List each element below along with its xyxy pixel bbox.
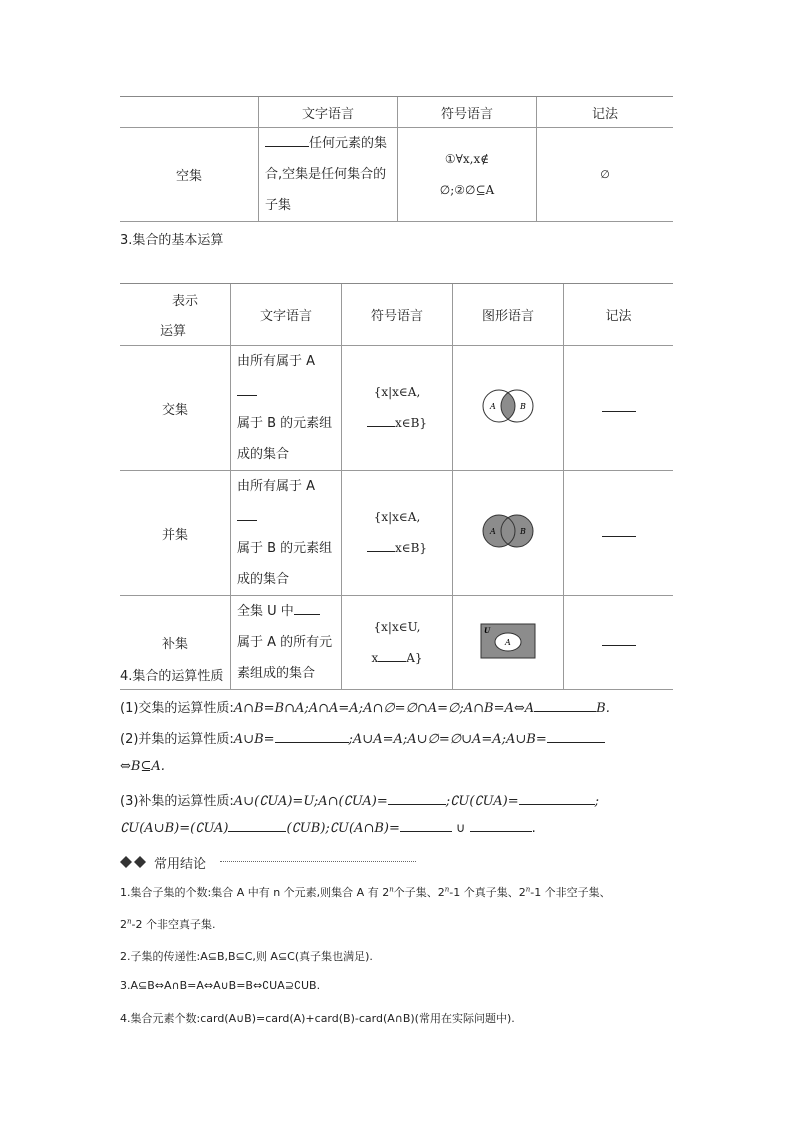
row-symbol: {x|x∈A, x∈B} <box>342 471 453 596</box>
conclusion-3: 3.A⊆B⇔A∩B=A⇔A∪B=B⇔∁UA⊇∁UB. <box>120 979 321 992</box>
venn-label-a: A <box>490 527 496 536</box>
property-complement-line2: ∁U(A∪B)=(∁UA) (∁UB);∁U(A∩B)= ∪ . <box>120 821 536 836</box>
table1-header-notation: 记法 <box>537 97 674 128</box>
table2-corner: 表示 运算 <box>120 284 231 346</box>
row-text: 由所有属于 A 属于 B 的元素组 成的集合 <box>231 471 342 596</box>
venn-label-a: A <box>490 402 496 411</box>
conclusion-1: 1.集合子集的个数:集合 A 中有 n 个元素,则集合 A 有 2$^n$个子集、2$^n$-1 个真子集、2$^n$-1 个非空子集、 <box>120 885 611 899</box>
table2-header-symbol: 符号语言 <box>342 284 453 346</box>
complement-label-a: A <box>505 637 511 647</box>
table1-row-notation: ∅ <box>537 128 674 222</box>
conclusion-title: 常用结论 <box>154 857 207 872</box>
row-text: 全集 U 中 属于 A 的所有元 素组成的集合 <box>231 596 342 690</box>
table1-header-symbol: 符号语言 <box>398 97 537 128</box>
venn-union-icon <box>478 511 538 551</box>
row-notation-blank <box>564 346 674 471</box>
section3-title: 3.集合的基本运算 <box>120 233 224 248</box>
venn-intersection-diagram <box>453 346 564 471</box>
complement-diagram <box>453 596 564 690</box>
empty-set-table <box>120 96 673 222</box>
table1-row-symbol: ①∀x,x∉ ∅;②∅⊆A <box>398 128 537 222</box>
row-notation-blank <box>564 471 674 596</box>
conclusion-2: 2.子集的传递性:A⊆B,B⊆C,则 A⊆C(真子集也满足). <box>120 950 373 963</box>
row-symbol: {x|x∈A, x∈B} <box>342 346 453 471</box>
table2-header-text: 文字语言 <box>231 284 342 346</box>
venn-union-diagram <box>453 471 564 596</box>
conclusion-4: 4.集合元素个数:card(A∪B)=card(A)+card(B)-card(A∩B)(常用在实际问题中). <box>120 1012 515 1025</box>
table2-header-notation: 记法 <box>564 284 674 346</box>
complement-label-u: U <box>484 625 491 635</box>
row-name: 交集 <box>120 346 231 471</box>
table1-row-text: 任何元素的集 合,空集是任何集合的 子集 <box>259 128 398 222</box>
row-name: 补集 <box>120 596 231 690</box>
row-intersection <box>120 346 673 471</box>
diamond-bullet-icon <box>120 856 148 868</box>
conclusion-1-line2: 2$^n$-2 个非空真子集. <box>120 917 216 931</box>
table1-row-name: 空集 <box>120 128 259 222</box>
conclusion-header <box>120 853 420 871</box>
operations-table <box>120 283 673 690</box>
row-union <box>120 471 673 596</box>
section4-title: 4.集合的运算性质 <box>120 669 224 684</box>
complement-icon <box>480 623 536 659</box>
property-union-line2: ⇔B⊆A. <box>120 759 165 774</box>
table1-corner <box>120 97 259 128</box>
row-notation-blank <box>564 596 674 690</box>
conclusion-divider <box>220 861 416 862</box>
venn-label-b: B <box>520 527 526 536</box>
row-text: 由所有属于 A 属于 B 的元素组 成的集合 <box>231 346 342 471</box>
venn-intersection-icon <box>478 386 538 426</box>
table1-header-text: 文字语言 <box>259 97 398 128</box>
venn-label-b: B <box>520 402 526 411</box>
property-complement: (3)补集的运算性质:A∪(∁UA)=U;A∩(∁UA)= ;∁U(∁UA)= ; <box>120 794 599 809</box>
property-intersection: (1)交集的运算性质:A∩B=B∩A;A∩A=A;A∩∅=∅∩A=∅;A∩B=A⇔A B. <box>120 701 610 716</box>
property-union: (2)并集的运算性质:A∪B= ;A∪A=A;A∪∅=∅∪A=A;A∪B= <box>120 728 605 747</box>
table2-header-diagram: 图形语言 <box>453 284 564 346</box>
row-name: 并集 <box>120 471 231 596</box>
row-symbol: {x|x∈U, x A} <box>342 596 453 690</box>
